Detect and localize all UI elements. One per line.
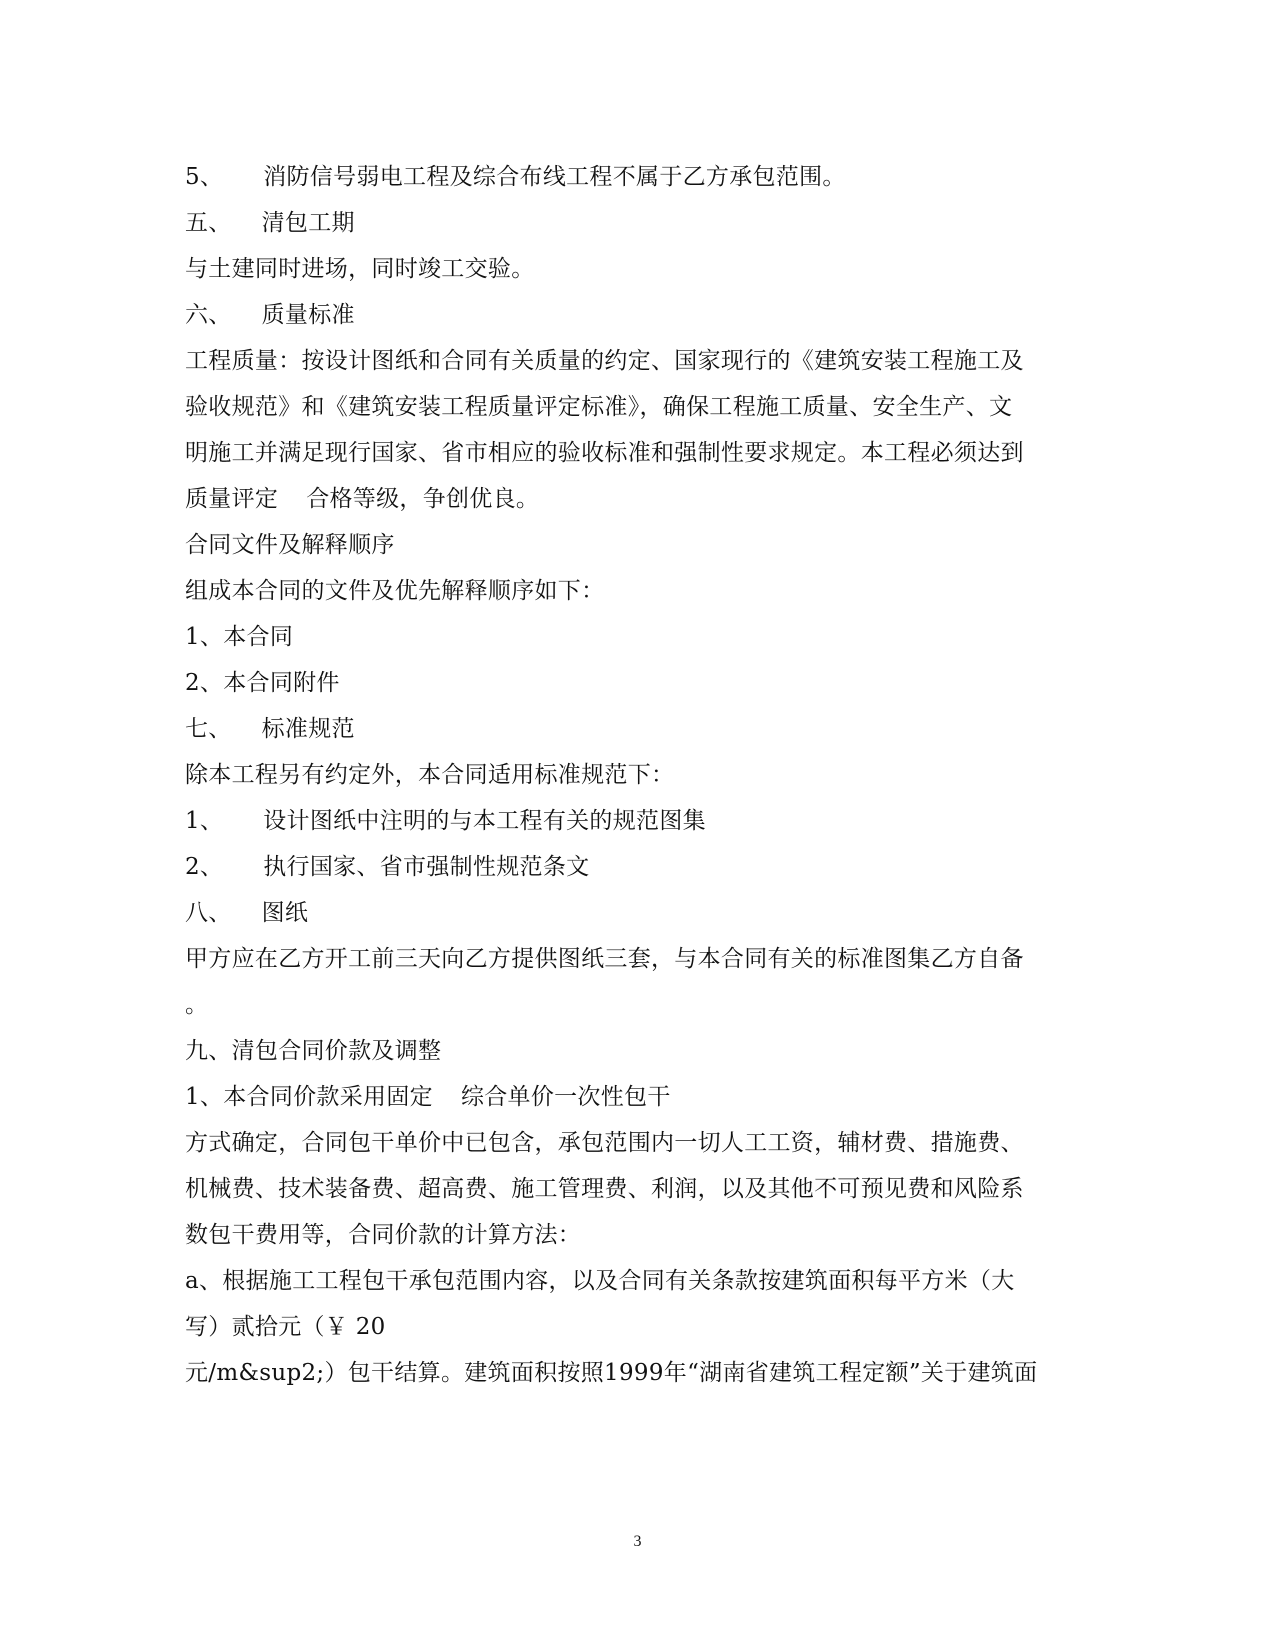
- item-text: 执行国家、省市强制性规范条文: [263, 854, 590, 880]
- section-title: 质量标准: [261, 302, 355, 328]
- text-line: 除本工程另有约定外，本合同适用标准规范下：: [185, 762, 675, 788]
- text-line: [185, 1081, 1085, 1113]
- text-line: 方式确定，合同包干单价中已包含，承包范围内一切人工工资，辅材费、措施费、: [185, 1130, 1024, 1156]
- section-title: 图纸: [261, 900, 309, 926]
- section-heading: [185, 207, 1085, 239]
- list-item: 2、本合同附件: [185, 670, 340, 696]
- section-number: 六、: [185, 302, 232, 328]
- list-item: [185, 851, 1085, 883]
- text-line: 元/m&sup2;）包干结算。建筑面积按照1999年“湖南省建筑工程定额”关于建筑面: [185, 1360, 1038, 1386]
- page-number: 3: [633, 1533, 642, 1550]
- text-line: a、根据施工工程包干承包范围内容，以及合同有关条款按建筑面积每平方米（大: [185, 1268, 1015, 1294]
- list-item: [185, 805, 1085, 837]
- section-number: 五、: [185, 210, 232, 236]
- text-line: 数包干费用等，合同价款的计算方法：: [185, 1222, 582, 1248]
- section-title: 标准规范: [261, 716, 355, 742]
- item-text: 设计图纸中注明的与本工程有关的规范图集: [263, 808, 706, 834]
- text-segment: 合格等级，争创优良。: [306, 486, 540, 512]
- text-segment: 1、本合同价款采用固定: [185, 1084, 433, 1110]
- item-number: 5、: [185, 164, 224, 190]
- section-heading: [185, 299, 1085, 331]
- list-item: 1、本合同: [185, 624, 294, 650]
- text-line: 工程质量：按设计图纸和合同有关质量的约定、国家现行的《建筑安装工程施工及: [185, 348, 1024, 374]
- item-number: 1、: [185, 808, 224, 834]
- subsection-heading: 合同文件及解释顺序: [185, 532, 395, 558]
- section-title: 清包工期: [261, 210, 355, 236]
- item-number: 2、: [185, 854, 224, 880]
- section-number: 七、: [185, 716, 232, 742]
- text-line: [185, 483, 1085, 515]
- section-heading: [185, 897, 1085, 929]
- text-line: 写）贰拾元（￥ 20: [185, 1314, 386, 1340]
- text-segment: 综合单价一次性包干: [460, 1084, 671, 1110]
- text-line: [185, 161, 1085, 193]
- item-text: 消防信号弱电工程及综合布线工程不属于乙方承包范围。: [263, 164, 846, 190]
- text-line: 明施工并满足现行国家、省市相应的验收标准和强制性要求规定。本工程必须达到: [185, 440, 1024, 466]
- text-line: 甲方应在乙方开工前三天向乙方提供图纸三套，与本合同有关的标准图集乙方自备: [185, 946, 1024, 972]
- text-line: 与土建同时进场，同时竣工交验。: [185, 256, 535, 282]
- text-line: 验收规范》和《建筑安装工程质量评定标准》，确保工程施工质量、安全生产、文: [185, 394, 1013, 420]
- section-heading: 九、清包合同价款及调整: [185, 1038, 442, 1064]
- text-line: 。: [185, 992, 209, 1018]
- section-heading: [185, 713, 1085, 745]
- text-line: 机械费、技术装备费、超高费、施工管理费、利润，以及其他不可预见费和风险系: [185, 1176, 1024, 1202]
- text-segment: 质量评定: [185, 486, 279, 512]
- text-line: 组成本合同的文件及优先解释顺序如下：: [185, 578, 605, 604]
- section-number: 八、: [185, 900, 232, 926]
